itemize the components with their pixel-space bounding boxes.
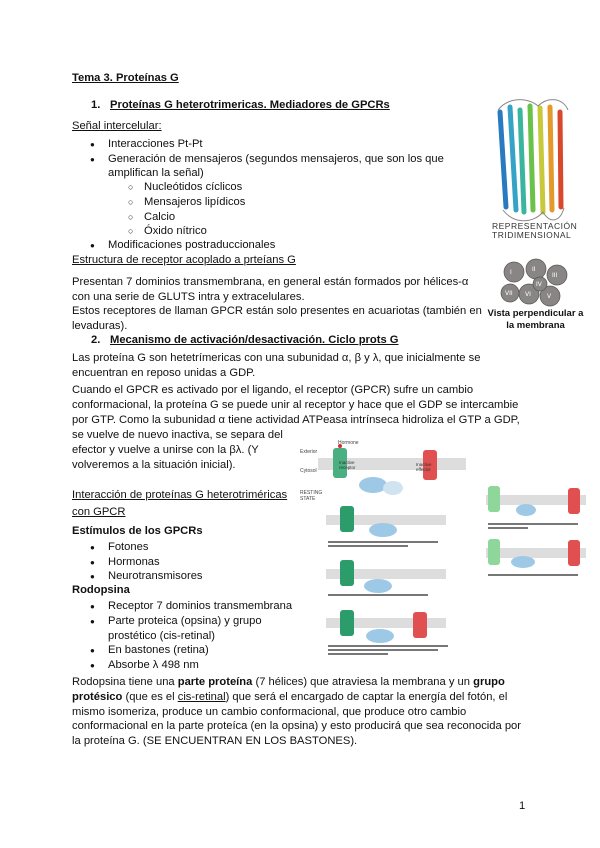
senal-label: Señal intercelular: (72, 120, 162, 132)
mecanismo-line: se vuelve de nuevo inactiva, se separa del (72, 429, 283, 441)
paragraph-line: protésico (que es el cis-retinal) que será el encargado de captar la energía del fotón, el (72, 691, 508, 703)
diagram-label: Hormone (338, 440, 359, 446)
figure-caption: Vista perpendicular a (487, 308, 584, 319)
svg-text:VII: VII (505, 290, 513, 297)
figure-caption: la membrana (506, 320, 565, 331)
svg-text:IV: IV (536, 281, 542, 288)
estructura-line: Presentan 7 dominios transmembrana, en general están formados por hélices-α (72, 276, 469, 288)
list-item: ● Modificaciones postraduccionales (108, 238, 275, 253)
paragraph-line: la proteína G. (SE ENCUENTRAN EN LOS BASTONES). (72, 735, 358, 747)
figure-label: TRIDIMENSIONAL (492, 230, 572, 240)
page-title: Tema 3. Proteínas G (72, 72, 179, 84)
mecanismo-line: conformacional, la proteína G se puede unir al receptor y hace que el GDP se intercambie (72, 399, 519, 411)
svg-text:I: I (510, 269, 512, 276)
mecanismo-line: por GTP. Como la subunidad α tiene actividad ATPeasa intrínseca hidroliza el GTP a GDP, (72, 414, 520, 426)
sub-item: ○ Nucleótidos cíclicos (144, 180, 242, 195)
svg-text:II: II (532, 266, 536, 273)
list-item: ● Receptor 7 dominios transmembrana (108, 599, 292, 614)
paragraph-line: Rodopsina tiene una parte proteína (7 hélices) que atraviesa la membrana y un grupo (72, 676, 505, 688)
interaccion-label: con GPCR (72, 506, 126, 518)
estructura-line: Estos receptores de llaman GPCR están solo presentes en acuariotas (también en (72, 305, 482, 317)
sub-item: ○ Óxido nítrico (144, 224, 207, 239)
mecanismo-line: encuentran en reposo unidas a GDP. (72, 367, 256, 379)
list-item: ● Parte proteica (opsina) y grupo (108, 614, 262, 629)
mecanismo-line: Las proteína G son hetetrímericas con una subunidad α, β y λ, que inicialmente se (72, 352, 481, 364)
diagram-label: RESTING (300, 490, 323, 496)
rodopsina-heading: Rodopsina (72, 584, 130, 596)
paragraph-line: conformacional en la parte proteíca (en la opsina) y esto producirá que sea reconocida por (72, 720, 522, 732)
sub-item: ○ Calcio (144, 210, 175, 225)
estimulos-heading: Estímulos de los GPCRs (72, 525, 203, 537)
diagram-label: Exterior (300, 449, 318, 455)
paragraph-line: mismo isomeriza, produce un cambio conformacional, que produce otro cambio (72, 706, 467, 718)
mecanismo-line: volveremos a la situación inicial). (72, 459, 236, 471)
list-item: ● En bastones (retina) (108, 643, 209, 658)
page-number: 1 (519, 800, 526, 812)
list-item: ● Fotones (108, 540, 148, 555)
mecanismo-line: Cuando el GPCR es activado por el ligando, el receptor (GPCR) sufre un cambio (72, 384, 474, 396)
diagram-label: Inactive receptor (339, 460, 356, 470)
list-item-cont: amplifican la señal) (108, 167, 204, 179)
svg-text:III: III (552, 272, 558, 279)
sub-item: ○ Mensajeros lipídicos (144, 195, 245, 210)
mecanismo-line: efector y vuelve a unirse con la βλ. (Y (72, 444, 259, 456)
list-item: ● Generación de mensajeros (segundos mensajeros, que son los que (108, 152, 444, 167)
svg-text:VI: VI (525, 291, 531, 298)
figure-label: REPRESENTACIÓN (492, 221, 578, 231)
svg-text:V: V (547, 293, 552, 300)
list-item: ● Absorbe λ 498 nm (108, 658, 199, 673)
gpcr-3d-figure (488, 92, 583, 237)
diagram-label: Inactive effector (416, 462, 432, 472)
estructura-line: con una serie de GLUTS intra y extracelulares. (72, 291, 305, 303)
interaccion-label: Interacción de proteínas G heterotriméricas (72, 489, 288, 501)
list-item: ● Interacciones Pt-Pt (108, 137, 203, 152)
diagram-label: STATE (300, 496, 316, 502)
section-1-number: 1. (91, 99, 101, 111)
list-item: ● Hormonas (108, 555, 160, 570)
section-1-heading: Proteínas G heterotrimericas. Mediadores de GPCRs (110, 99, 390, 111)
section-2-number: 2. (91, 334, 101, 346)
list-item: ● Neurotransmisores (108, 569, 203, 584)
diagram-label: Cytosol (300, 468, 317, 474)
gprotein-cycle-diagram (298, 440, 588, 665)
section-2-heading: Mecanismo de activación/desactivación. Ciclo prots G (110, 334, 399, 346)
list-item-cont: prostético (cis-retinal) (108, 630, 215, 642)
estructura-line: levaduras). (72, 320, 128, 332)
perpendicular-view-figure (500, 258, 570, 310)
estructura-label: Estructura de receptor acoplado a prteíans G (72, 254, 296, 266)
